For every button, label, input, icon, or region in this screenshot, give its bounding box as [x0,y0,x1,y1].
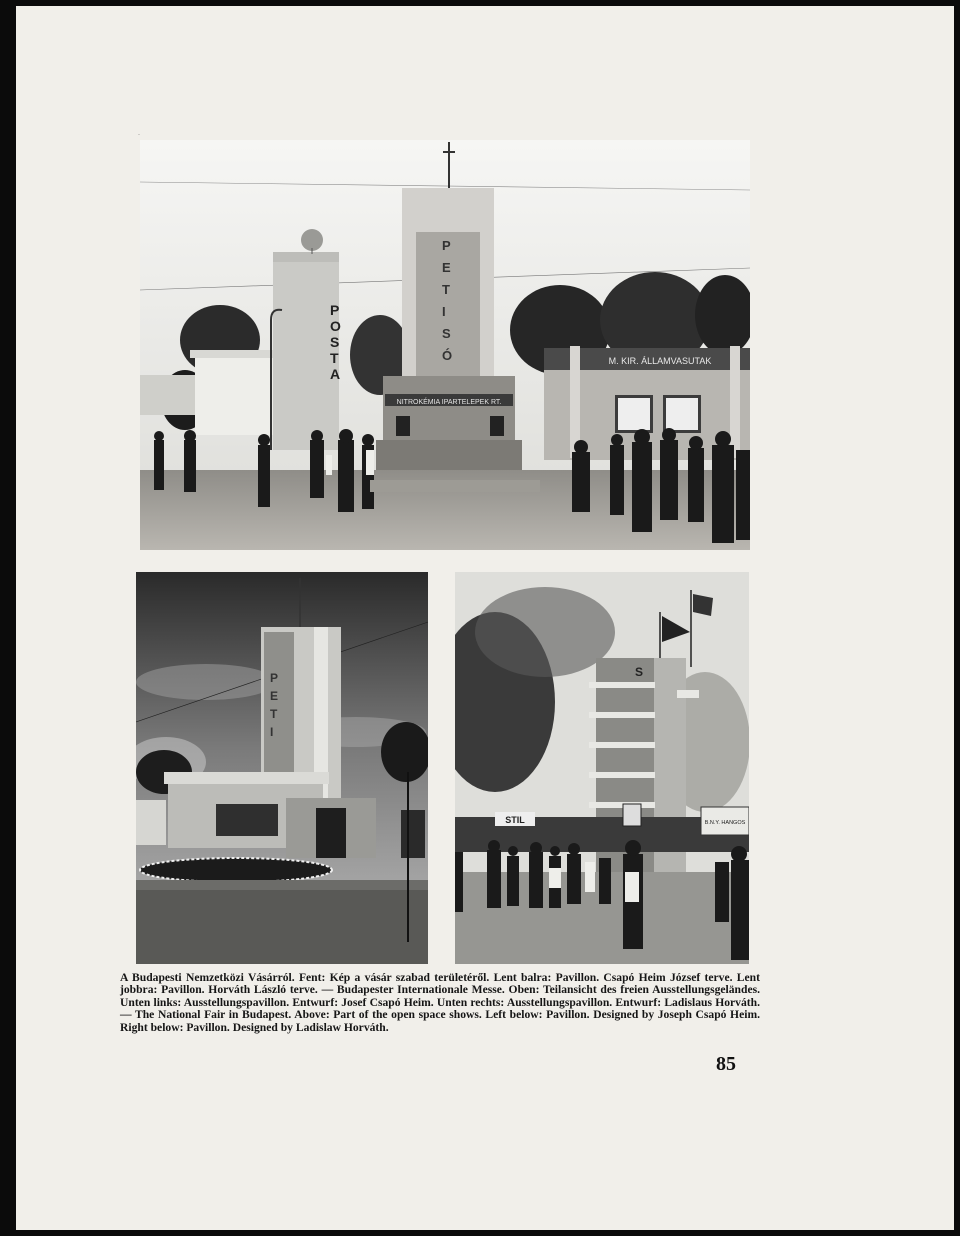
svg-text:PETI: P E T I [270,671,279,739]
photo-fair-open-space [140,140,750,550]
pavilion-left-image [136,572,428,964]
page-number: 85 [716,1053,736,1075]
svg-text:S: S [635,665,644,679]
hangos-sign: B.N.Y. HANGOS [704,820,746,826]
fair-square-image [140,140,750,550]
photo-pavilion-horvath [455,572,749,964]
caption-english: — The National Fair in Budapest. Above: Part of the open space shows. Left below: Pavillon. Designed by Joseph Csapó Heim. Right below: Pavillon. Designed by Ladislaw Horváth. [120,1008,760,1034]
magazine-page [16,6,954,1230]
posta-letters: P [330,302,340,318]
posta-sign: P O S T A [330,302,341,382]
photo-caption [120,972,760,1034]
caption-hungarian: A Budapesti Nemzetközi Vásárról. Fent: Kép a vásár szabad területéről. Lent balra: Pavillon. Csapó Heim József terve. Lent jobbra: Pavillon. Horváth László terve. [120,971,760,997]
railways-sign: M. KIR. ÁLLAMVASUTAK [608,356,712,366]
scan-mark: · [138,132,140,138]
caption-german: — Budapester Internationale Messe. Oben: Teilansicht des freien Ausstellungsgeländes. Unten links: Ausstellungspavillon. Entwurf: Josef Csapó Heim. Unten rechts: Ausstellungspavillon. Entwurf: Ladislaus Horváth. [120,983,760,1009]
photo-pavilion-csapo-heim [136,572,428,964]
svg-text:STIL: STIL [505,815,525,825]
pavilion-right-image [455,572,749,964]
petiso-sign: P E T I S Ó [442,238,453,363]
nitrokemia-sign: NITROKÉMIA IPARTELEPEK RT. [396,399,502,406]
